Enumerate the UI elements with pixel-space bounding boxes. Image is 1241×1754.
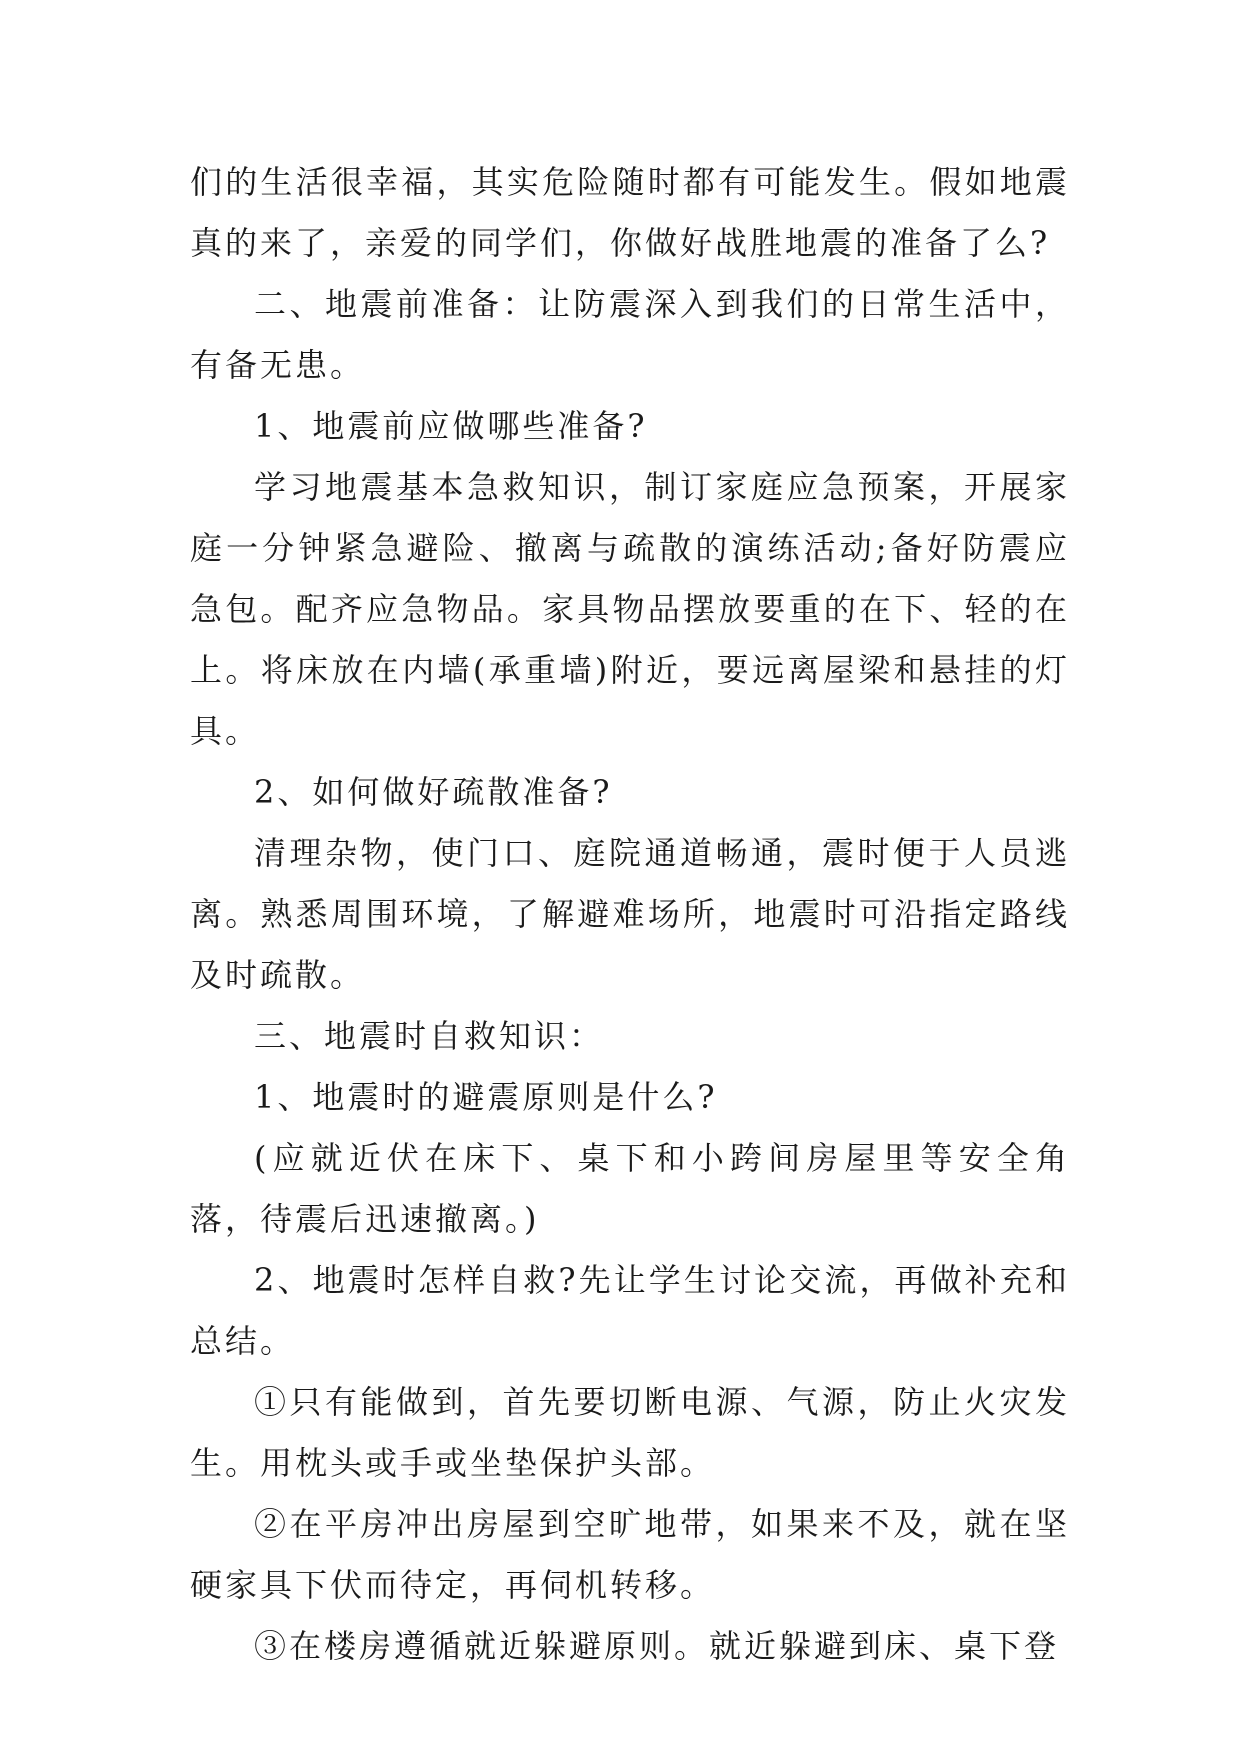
question-principle: 1、地震时的避震原则是什么?	[254, 1078, 718, 1116]
section-heading-preparation: 二、地震前准备：让防震深入到我们的日常生活中，有备无患。	[190, 285, 1070, 384]
paragraph-principle-answer: (应就近伏在床下、桌下和小跨间房屋里等安全角落，待震后迅速撤离。)	[190, 1139, 1070, 1238]
document-body	[190, 152, 1070, 1677]
list-item-1: ①只有能做到，首先要切断电源、气源，防止火灾发生。用枕头或手或坐垫保护头部。	[190, 1383, 1070, 1482]
question-self-rescue: 2、地震时怎样自救?先让学生讨论交流，再做补充和总结。	[190, 1261, 1070, 1360]
question-preparation: 1、地震前应做哪些准备?	[254, 407, 648, 445]
list-item-3: ③在楼房遵循就近躲避原则。就近躲避到床、桌下登	[254, 1627, 1060, 1665]
section-heading-self-rescue: 三、地震时自救知识：	[254, 1017, 605, 1055]
list-item-2: ②在平房冲出房屋到空旷地带，如果来不及，就在坚硬家具下伏而待定，再伺机转移。	[190, 1505, 1070, 1604]
paragraph-continuation: 们的生活很幸福，其实危险随时都有可能发生。假如地震真的来了，亲爱的同学们，你做好战胜地震的准备了么?	[190, 163, 1070, 262]
question-evacuation: 2、如何做好疏散准备?	[254, 773, 613, 811]
paragraph-evacuation-answer: 清理杂物，使门口、庭院通道畅通，震时便于人员逃离。熟悉周围环境，了解避难场所，地震时可沿指定路线及时疏散。	[190, 834, 1070, 994]
paragraph-preparation-answer: 学习地震基本急救知识，制订家庭应急预案，开展家庭一分钟紧急避险、撤离与疏散的演练活动;备好防震应急包。配齐应急物品。家具物品摆放要重的在下、轻的在上。将床放在内墙(承重墙)附近，要远离屋梁和悬挂的灯具。	[190, 468, 1070, 750]
